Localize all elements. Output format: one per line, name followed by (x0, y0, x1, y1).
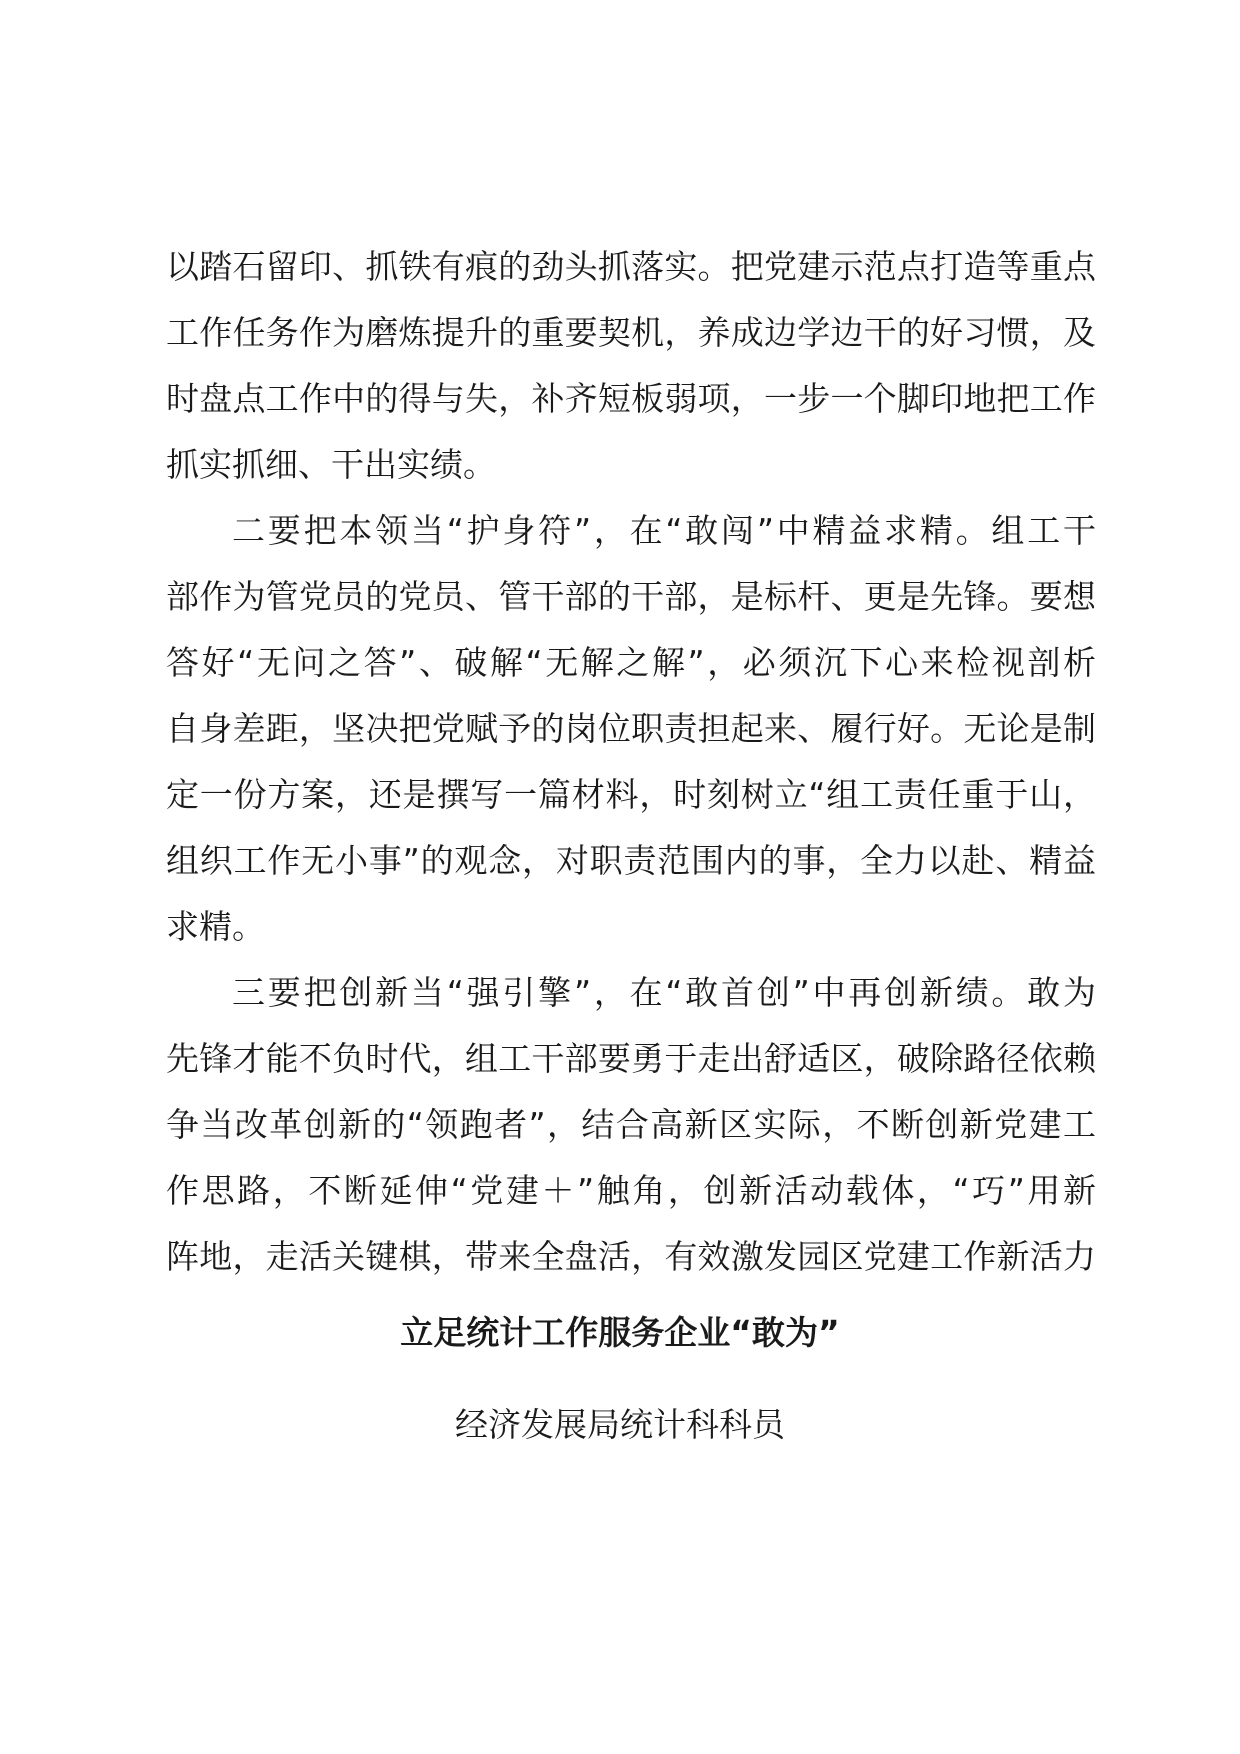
paragraph-3-line-5: 阵地，走活关键棋，带来全盘活，有效激发园区党建工作新活力 (166, 1237, 1096, 1276)
paragraph-3-line-3: 争当改革创新的“领跑者”，结合高新区实际，不断创新党建工 (166, 1105, 1096, 1144)
paragraph-1-line-2: 工作任务作为磨炼提升的重要契机，养成边学边干的好习惯，及 (166, 313, 1096, 352)
paragraph-2-line-5: 定一份方案，还是撰写一篇材料，时刻树立“组工责任重于山， (166, 775, 1096, 814)
paragraph-2-line-7: 求精。 (166, 907, 265, 946)
paragraph-1-line-1: 以踏石留印、抓铁有痕的劲头抓落实。把党建示范点打造等重点 (166, 247, 1096, 286)
section-author: 经济发展局统计科科员 (455, 1405, 785, 1444)
paragraph-3-line-4: 作思路，不断延伸“党建＋”触角，创新活动载体，“巧”用新 (166, 1171, 1096, 1210)
paragraph-2-line-1: 二要把本领当“护身符”，在“敢闯”中精益求精。组工干 (232, 511, 1096, 550)
section-title: 立足统计工作服务企业“敢为” (400, 1313, 840, 1352)
paragraph-3-line-1: 三要把创新当“强引擎”，在“敢首创”中再创新绩。敢为 (232, 973, 1096, 1012)
paragraph-2-line-6: 组织工作无小事”的观念，对职责范围内的事，全力以赴、精益 (166, 841, 1096, 880)
paragraph-2-line-4: 自身差距，坚决把党赋予的岗位职责担起来、履行好。无论是制 (166, 709, 1096, 748)
paragraph-1-line-4: 抓实抓细、干出实绩。 (166, 445, 496, 484)
paragraph-2-line-2: 部作为管党员的党员、管干部的干部，是标杆、更是先锋。要想 (166, 577, 1096, 616)
paragraph-1-line-3: 时盘点工作中的得与失，补齐短板弱项，一步一个脚印地把工作 (166, 379, 1096, 418)
paragraph-3-line-2: 先锋才能不负时代，组工干部要勇于走出舒适区，破除路径依赖 (166, 1039, 1096, 1078)
paragraph-2-line-3: 答好“无问之答”、破解“无解之解”，必须沉下心来检视剖析 (166, 643, 1096, 682)
